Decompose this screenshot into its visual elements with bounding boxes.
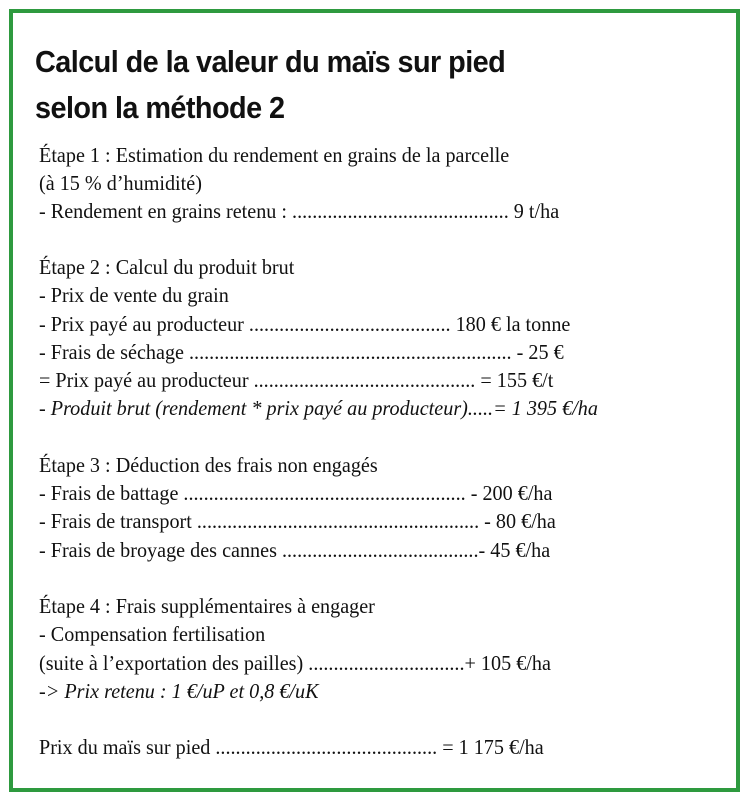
step4-retained-price-line: -> Prix retenu : 1 €/uP et 0,8 €/uK [39,679,319,703]
step2-producer-price-line: - Prix payé au producteur ........................................ 180 € la tonne [39,312,571,336]
step4-heading: Étape 4 : Frais supplémentaires à engager [39,594,375,618]
step1-yield-line: - Rendement en grains retenu : ........................................... 9 t/ha [39,199,560,223]
step2-drying-cost-line: - Frais de séchage ................................................................ - 25 € [39,340,564,364]
step2-sale-price-label: - Prix de vente du grain [39,283,229,307]
step1-note: (à 15 % d’humidité) [39,171,202,195]
step1-heading: Étape 1 : Estimation du rendement en grains de la parcelle [39,143,510,167]
step2-net-price-line: = Prix payé au producteur ............................................ = 155 €/t [39,368,554,392]
step3-transport-cost-line: - Frais de transport ........................................................ - 80 €/ha [39,509,556,533]
step2-heading: Étape 2 : Calcul du produit brut [39,255,295,279]
step4-fertilisation-line: (suite à l’exportation des pailles) ...............................+ 105 €/ha [39,651,551,675]
step2-gross-product-line: - Produit brut (rendement * prix payé au producteur).....= 1 395 €/ha [39,396,598,420]
step3-threshing-cost-line: - Frais de battage ........................................................ - 200 €/ha [39,481,553,505]
box-title [35,39,505,131]
step3-heading: Étape 3 : Déduction des frais non engagés [39,453,378,477]
box-frame [9,9,740,792]
step3-stalk-shredding-cost-line: - Frais de broyage des cannes .......................................- 45 €/ha [39,538,551,562]
step4-fertilisation-label: - Compensation fertilisation [39,622,266,646]
final-price-line: Prix du maïs sur pied ............................................ = 1 175 €/ha [39,735,544,759]
title-line-2: selon la méthode 2 [35,90,285,125]
title-line-1: Calcul de la valeur du maïs sur pied [35,44,506,79]
